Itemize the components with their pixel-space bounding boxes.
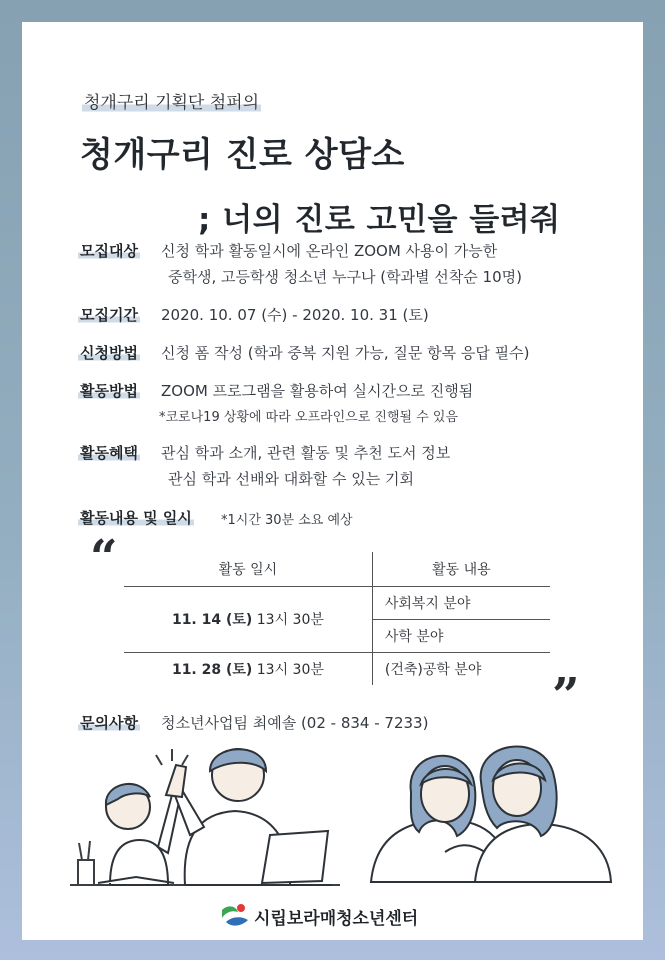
- center-logo-icon: [220, 902, 250, 928]
- schedule-table: [124, 552, 550, 685]
- header-content: 활동 내용: [372, 552, 550, 586]
- benefit-line2: 관심 학과 선배와 대화할 수 있는 기회: [168, 470, 414, 488]
- session1-datetime: 11. 14 (토) 13시 30분: [124, 586, 372, 652]
- target-line1: 신청 학과 활동일시에 온라인 ZOOM 사용이 가능한: [161, 242, 498, 260]
- quote-open-icon: “: [90, 530, 118, 586]
- apply-text: 신청 폼 작성 (학과 중복 지원 가능, 질문 항목 응답 필수): [161, 344, 530, 362]
- content-note: *1시간 30분 소요 예상: [221, 513, 353, 528]
- highfive-marks-icon: [156, 749, 188, 765]
- child-figure: [106, 784, 180, 885]
- illustration-father-son: [70, 735, 340, 895]
- method-text: ZOOM 프로그램을 활용하여 실시간으로 진행됨: [161, 382, 474, 400]
- center-name: 시립보라매청소년센터: [254, 909, 419, 929]
- session1-activity-1: 사회복지 분야: [372, 586, 550, 619]
- label-period: 모집기간: [80, 306, 138, 324]
- session2-activity-1: (건축)공학 분야: [372, 652, 550, 685]
- quote-close-icon: ”: [552, 668, 580, 724]
- label-apply: 신청방법: [80, 344, 138, 362]
- poster-title: 청개구리 진로 상담소: [80, 135, 405, 175]
- poster-title-sub: ; 너의 진로 고민을 들려줘: [198, 202, 561, 238]
- session1-activity-2: 사학 분야: [372, 619, 550, 652]
- period-text: 2020. 10. 07 (수) - 2020. 10. 31 (토): [161, 306, 429, 324]
- illustration-mother-daughter: [365, 732, 625, 892]
- poster-subtitle: 청개구리 기획단 첨퍼의: [84, 93, 260, 113]
- header-date: 활동 일시: [124, 552, 372, 586]
- target-line2: 중학생, 고등학생 청소년 누구나 (학과별 선착순 10명): [168, 268, 522, 286]
- label-content: 활동내용 및 일시: [80, 509, 192, 527]
- contact-text: 청소년사업팀 최예솔 (02 - 834 - 7233): [161, 714, 429, 732]
- label-method: 활동방법: [80, 382, 138, 400]
- label-benefit: 활동혜택: [80, 444, 138, 462]
- benefit-line1: 관심 학과 소개, 관련 활동 및 추천 도서 정보: [161, 444, 451, 462]
- pencil-cup-icon: [78, 841, 94, 885]
- session2-datetime: 11. 28 (토) 13시 30분: [171, 661, 324, 678]
- method-note: *코로나19 상황에 따라 오프라인으로 진행될 수 있음: [159, 410, 458, 425]
- label-contact: 문의사항: [80, 714, 138, 732]
- label-target: 모집대상: [80, 242, 138, 260]
